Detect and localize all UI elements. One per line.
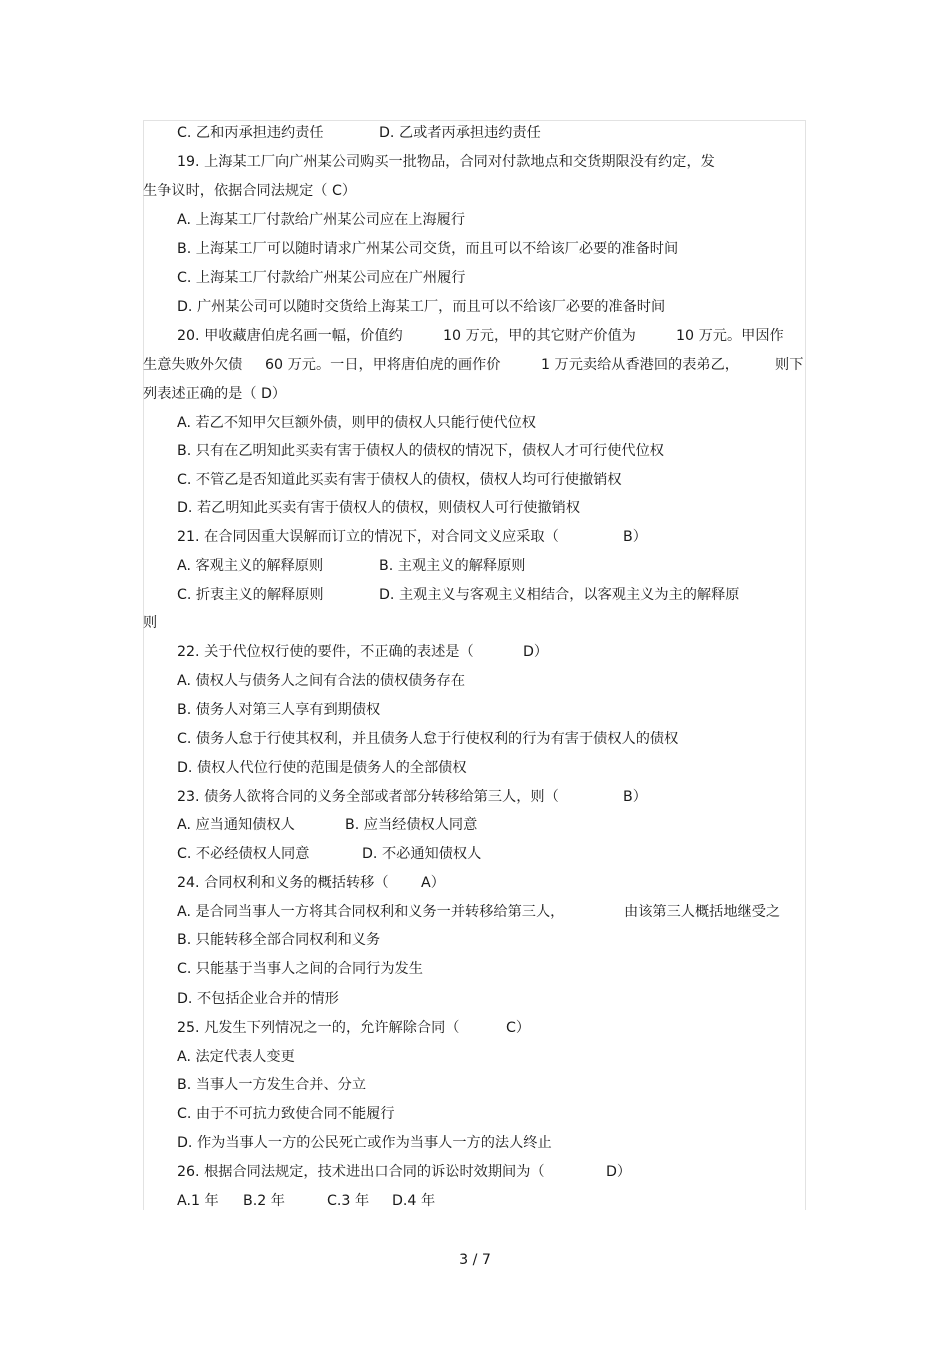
option-a-q21: A. 客观主义的解释原则	[177, 558, 324, 574]
question-20-stem-part1: 20. 甲收藏唐伯虎名画一幅，价值约	[177, 328, 403, 344]
option-c-q23: C. 不必经债权人同意	[177, 846, 310, 862]
option-b-q26: B.2 年	[243, 1193, 285, 1209]
option-a-q23: A. 应当通知债权人	[177, 817, 295, 833]
option-c-q25: C. 由于不可抗力致使合同不能履行	[177, 1106, 395, 1122]
option-d-q26: D.4 年	[392, 1193, 436, 1209]
question-20-stem-cont: 列表述正确的是（ D）	[143, 386, 287, 402]
question-20-stem-part6: 1 万元卖给从香港回的表弟乙，	[541, 357, 739, 373]
option-c-q18: C. 乙和丙承担违约责任	[177, 125, 324, 141]
option-a-q20: A. 若乙不知甲欠巨额外债，则甲的债权人只能行使代位权	[177, 415, 536, 431]
option-d-q24: D. 不包括企业合并的情形	[177, 991, 339, 1007]
option-c-q19: C. 上海某工厂付款给广州某公司应在广州履行	[177, 270, 466, 286]
option-a-q24-cont: 由该第三人概括地继受之	[624, 904, 781, 920]
option-d-q23: D. 不必通知债权人	[362, 846, 482, 862]
question-26-stem: 26. 根据合同法规定，技术进出口合同的诉讼时效期间为（	[177, 1164, 545, 1180]
question-25-stem: 25. 凡发生下列情况之一的，允许解除合同（	[177, 1020, 460, 1036]
option-a-q22: A. 债权人与债务人之间有合法的债权债务存在	[177, 673, 466, 689]
question-22-stem: 22. 关于代位权行使的要件，不正确的表述是（	[177, 644, 474, 660]
option-c-q26: C.3 年	[327, 1193, 370, 1209]
option-b-q19: B. 上海某工厂可以随时请求广州某公司交货，而且可以不给该厂必要的准备时间	[177, 241, 679, 257]
question-20-stem-part3: 10 万元。甲因作	[676, 328, 784, 344]
question-19-stem-cont: 生争议时，依据合同法规定（ C）	[143, 183, 357, 199]
question-21-answer: B）	[623, 529, 647, 545]
option-d-q20: D. 若乙明知此买卖有害于债权人的债权，则债权人可行使撤销权	[177, 500, 581, 516]
option-d-q18: D. 乙或者丙承担违约责任	[379, 125, 541, 141]
option-d-q21-cont: 则	[143, 615, 158, 631]
option-b-q20: B. 只有在乙明知此买卖有害于债权人的债权的情况下，债权人才可行使代位权	[177, 443, 664, 459]
question-24-stem: 24. 合同权利和义务的概括转移（	[177, 875, 389, 891]
question-26-answer: D）	[606, 1164, 632, 1180]
option-c-q20: C. 不管乙是否知道此买卖有害于债权人的债权，债权人均可行使撤销权	[177, 472, 622, 488]
question-21-stem: 21. 在合同因重大误解而订立的情况下，对合同文义应采取（	[177, 529, 559, 545]
question-23-answer: B）	[623, 789, 647, 805]
option-d-q21: D. 主观主义与客观主义相结合，以客观主义为主的解释原	[379, 587, 740, 603]
question-20-stem-part7: 则下	[775, 357, 804, 373]
question-23-stem: 23. 债务人欲将合同的义务全部或者部分转移给第三人，则（	[177, 789, 559, 805]
option-d-q22: D. 债权人代位行使的范围是债务人的全部债权	[177, 760, 467, 776]
option-c-q22: C. 债务人怠于行使其权利，并且债务人怠于行使权利的行为有害于债权人的债权	[177, 731, 679, 747]
option-a-q26: A.1 年	[177, 1193, 219, 1209]
question-20-stem-part4: 生意失败外欠债	[143, 357, 243, 373]
question-19-stem: 19. 上海某工厂向广州某公司购买一批物品，合同对付款地点和交货期限没有约定，发	[177, 154, 715, 170]
option-a-q24: A. 是合同当事人一方将其合同权利和义务一并转移给第三人，	[177, 904, 565, 920]
option-b-q24: B. 只能转移全部合同权利和义务	[177, 932, 381, 948]
option-b-q25: B. 当事人一方发生合并、分立	[177, 1077, 367, 1093]
question-25-answer: C）	[506, 1020, 531, 1036]
page-number: 3 / 7	[459, 1252, 491, 1268]
option-b-q22: B. 债务人对第三人享有到期债权	[177, 702, 381, 718]
option-b-q23: B. 应当经债权人同意	[345, 817, 478, 833]
option-c-q21: C. 折衷主义的解释原则	[177, 587, 324, 603]
question-22-answer: D）	[523, 644, 549, 660]
option-a-q25: A. 法定代表人变更	[177, 1049, 295, 1065]
question-24-answer: A）	[421, 875, 445, 891]
option-d-q19: D. 广州某公司可以随时交货给上海某工厂，而且可以不给该厂必要的准备时间	[177, 299, 666, 315]
question-20-stem-part2: 10 万元，甲的其它财产价值为	[443, 328, 636, 344]
option-a-q19: A. 上海某工厂付款给广州某公司应在上海履行	[177, 212, 466, 228]
question-20-stem-part5: 60 万元。一日，甲将唐伯虎的画作价	[265, 357, 501, 373]
option-b-q21: B. 主观主义的解释原则	[379, 558, 526, 574]
option-c-q24: C. 只能基于当事人之间的合同行为发生	[177, 961, 423, 977]
option-d-q25: D. 作为当事人一方的公民死亡或作为当事人一方的法人终止	[177, 1135, 552, 1151]
